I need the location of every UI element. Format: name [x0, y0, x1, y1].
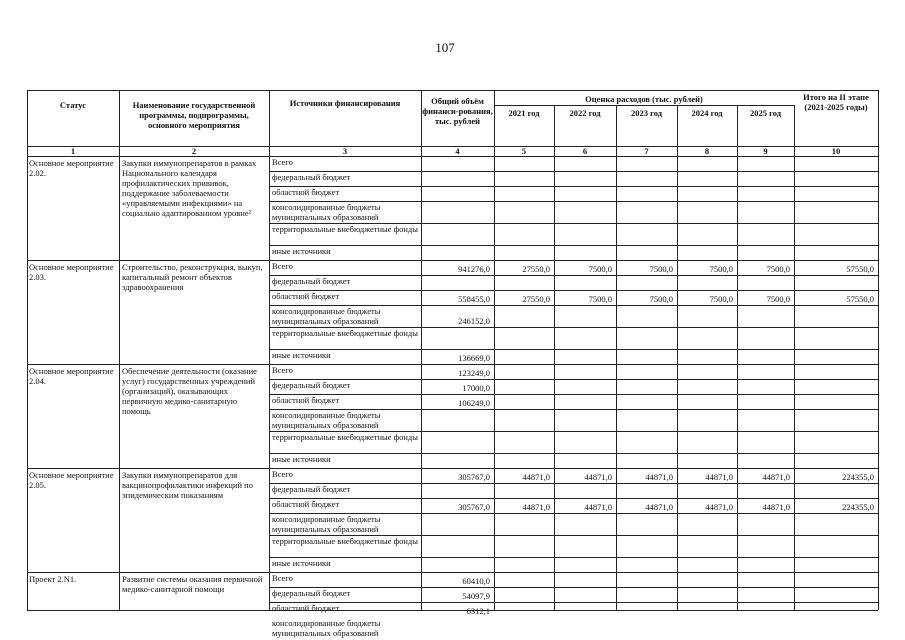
cell-y2021: 44871,0	[522, 502, 550, 512]
source-label: областной бюджет	[272, 291, 340, 301]
source-label: федеральный бюджет	[272, 588, 351, 598]
cell-y2021: 44871,0	[522, 472, 550, 482]
cell-y2023: 44871,0	[645, 472, 673, 482]
column-number: 9	[763, 146, 768, 156]
cell-y2021: 27550,0	[522, 264, 550, 274]
header-stage-total: Итого на II этапе (2021-2025 годы)	[803, 92, 869, 112]
column-line	[269, 90, 270, 610]
cell-y2024: 44871,0	[705, 502, 733, 512]
cell-total: 17000,0	[462, 383, 490, 393]
group-status: Основное мероприятие 2.05.	[29, 470, 114, 490]
source-label: консолидированные бюджеты муниципальных образований	[272, 514, 381, 534]
source-label: областной бюджет	[272, 603, 340, 613]
cell-y2025: 7500,0	[766, 264, 790, 274]
column-number: 8	[704, 146, 710, 156]
source-label: консолидированные бюджеты муниципальных образований	[272, 306, 381, 326]
group-bottom-line	[27, 260, 878, 261]
source-label: Всего	[272, 469, 293, 479]
cell-total: 305767,0	[458, 472, 490, 482]
cell-y2025: 44871,0	[762, 472, 790, 482]
table-top-border	[27, 90, 878, 91]
number-row-bottom-line	[27, 156, 878, 157]
group-bottom-line	[27, 364, 878, 365]
source-label: Всего	[272, 157, 293, 167]
group-name: Закупки иммунопрепаратов в рамках Национального календаря профилактических прививок, поддержание заболеваемости «управляемыми инфекциями» на социально адаптированном уровне²	[122, 158, 257, 218]
header-2021: 2021 год	[508, 108, 540, 118]
source-label: иные источники	[272, 350, 331, 360]
cell-y2022: 44871,0	[584, 472, 612, 482]
cell-y2021: 27550,0	[522, 294, 550, 304]
group-name: Строительство, реконструкция, выкуп, капитальный ремонт объектов здравоохранения	[122, 262, 263, 292]
source-label: Всего	[272, 261, 293, 271]
source-label: территориальные внебюджетные фонды	[272, 328, 418, 338]
header-total: Общий объём финанси-рования, тыс. рублей	[422, 96, 493, 126]
group-status: Основное мероприятие 2.03.	[29, 262, 114, 282]
source-label: консолидированные бюджеты муниципальных образований	[272, 618, 381, 638]
column-line	[878, 90, 879, 610]
cell-total: 60410,0	[462, 576, 490, 586]
source-label: иные источники	[272, 558, 331, 568]
group-bottom-line	[27, 572, 878, 573]
column-line	[119, 90, 120, 610]
group-status: Проект 2.N1.	[29, 574, 77, 584]
cell-y2023: 7500,0	[649, 294, 673, 304]
cell-sum: 224355,0	[842, 472, 874, 482]
source-label: иные источники	[272, 454, 331, 464]
source-label: областной бюджет	[272, 499, 340, 509]
column-line	[421, 90, 422, 610]
column-number: 6	[582, 146, 588, 156]
source-label: Всего	[272, 365, 293, 375]
cell-total: 941276,0	[458, 264, 490, 274]
source-label: областной бюджет	[272, 395, 340, 405]
cell-y2024: 44871,0	[705, 472, 733, 482]
column-number: 1	[70, 146, 76, 156]
cell-sum: 224355,0	[842, 502, 874, 512]
source-label: иные источники	[272, 246, 331, 256]
cell-total: 123249,0	[458, 368, 490, 378]
cell-y2022: 7500,0	[588, 294, 612, 304]
source-label: федеральный бюджет	[272, 276, 351, 286]
source-label: областной бюджет	[272, 187, 340, 197]
cell-total: 54097,9	[462, 591, 490, 601]
column-number: 3	[342, 146, 348, 156]
group-name: Обеспечение деятельности (оказание услуг) государственных учреждений (организаций), оказывающих первичную медико-санитарную помощь	[122, 366, 257, 416]
cell-y2025: 7500,0	[766, 294, 790, 304]
column-number: 2	[191, 146, 197, 156]
source-label: федеральный бюджет	[272, 380, 351, 390]
source-label: консолидированные бюджеты муниципальных образований	[272, 202, 381, 222]
cell-sum: 57550,0	[846, 294, 874, 304]
header-2022: 2022 год	[569, 108, 601, 118]
budget-table	[27, 90, 878, 638]
group-name: Развитие системы оказания первичной медико-санитарной помощи	[122, 574, 263, 594]
cell-total: 558455,0	[458, 294, 490, 304]
estimate-divider	[494, 105, 794, 106]
column-line	[494, 90, 495, 610]
cell-y2023: 44871,0	[645, 502, 673, 512]
cell-y2022: 7500,0	[588, 264, 612, 274]
cell-total: 305767,0	[458, 502, 490, 512]
group-name: Закупки иммунопрепаратов для вакцинопрофилактики инфекций по эпидемическим показаниям	[122, 470, 253, 500]
cell-y2024: 7500,0	[709, 264, 733, 274]
cell-y2022: 44871,0	[584, 502, 612, 512]
cell-y2024: 7500,0	[709, 294, 733, 304]
header-sources: Источники финансирования	[289, 98, 401, 108]
header-2025: 2025 год	[749, 108, 782, 118]
cell-sum: 57550,0	[846, 264, 874, 274]
source-label: Всего	[272, 573, 293, 583]
column-line	[27, 90, 28, 610]
source-label: территориальные внебюджетные фонды	[272, 224, 418, 234]
cell-total: 246152,0	[458, 316, 490, 326]
header-2023: 2023 год	[630, 108, 663, 118]
source-label: консолидированные бюджеты муниципальных образований	[272, 410, 381, 430]
source-label: федеральный бюджет	[272, 484, 351, 494]
column-number: 5	[521, 146, 527, 156]
cell-total: 136669,0	[458, 353, 490, 363]
cell-y2025: 44871,0	[762, 502, 790, 512]
header-2024: 2024 год	[691, 108, 723, 118]
column-number: 4	[455, 146, 460, 156]
group-status: Основное мероприятие 2.02.	[29, 158, 114, 178]
source-label: федеральный бюджет	[272, 172, 351, 182]
header-name: Наименование государственной программы, подпрограммы, основного мероприятия	[132, 100, 256, 130]
group-status: Основное мероприятие 2.04.	[29, 366, 114, 386]
header-estimate: Оценка расходов (тыс. рублей)	[585, 94, 703, 104]
header-status: Статус	[59, 100, 87, 110]
source-label: территориальные внебюджетные фонды	[272, 536, 418, 546]
cell-total: 106249,0	[458, 398, 490, 408]
cell-y2023: 7500,0	[649, 264, 673, 274]
column-number: 7	[644, 146, 649, 156]
column-number: 10	[831, 146, 841, 156]
source-label: территориальные внебюджетные фонды	[272, 432, 418, 442]
page-number: 107	[435, 40, 455, 55]
group-bottom-line	[27, 468, 878, 469]
cell-total: 6312,1	[466, 606, 490, 616]
